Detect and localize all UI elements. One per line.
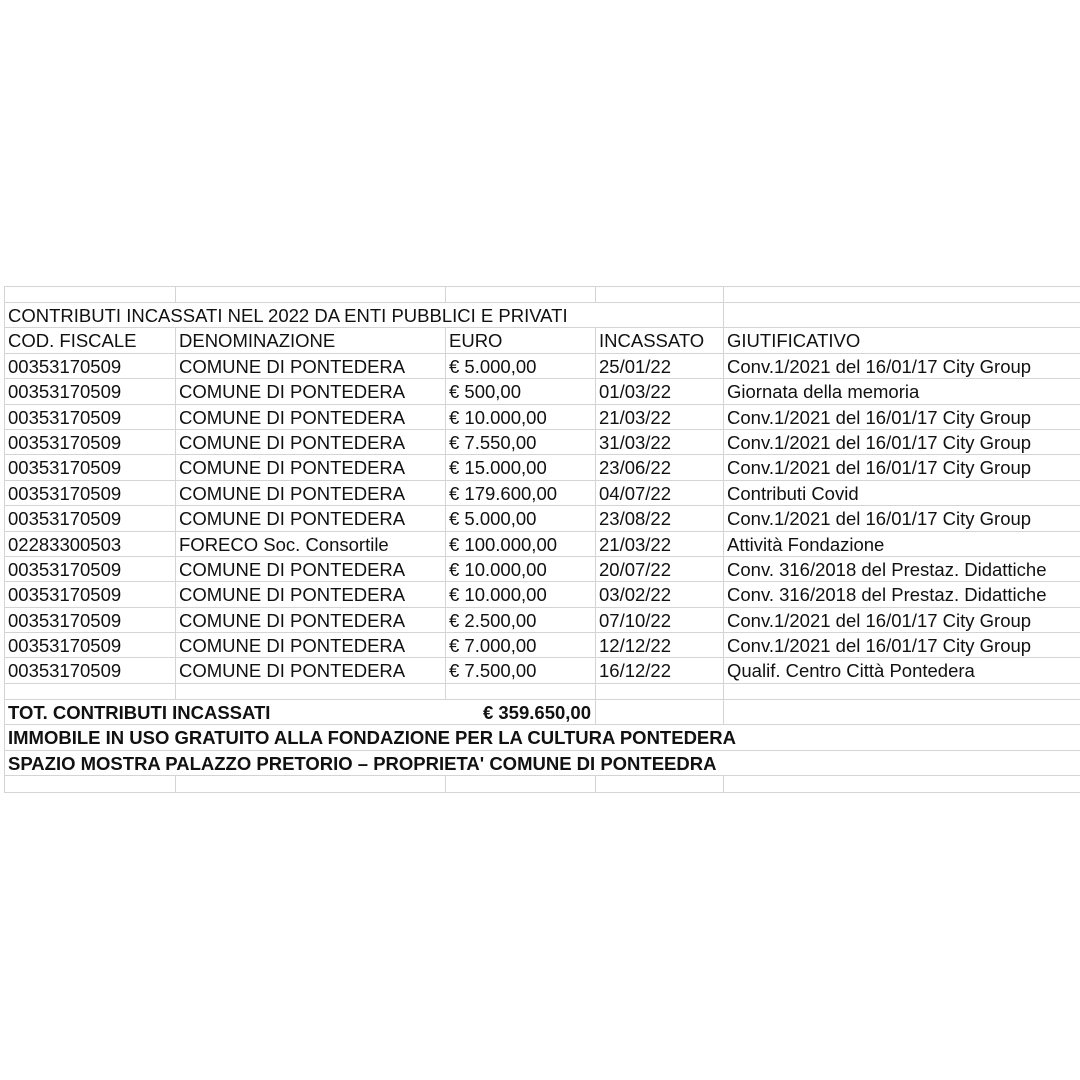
incassato-cell: 23/06/22 xyxy=(595,455,723,479)
euro-cell: € 5.000,00 xyxy=(445,506,595,530)
column-header: COD. FISCALE xyxy=(4,328,175,352)
incassato-cell: 16/12/22 xyxy=(595,658,723,682)
euro-cell: € 500,00 xyxy=(445,379,595,403)
cod-fiscale-cell: 00353170509 xyxy=(4,582,175,606)
euro-cell: € 2.500,00 xyxy=(445,608,595,632)
denominazione-cell: COMUNE DI PONTEDERA xyxy=(175,405,445,429)
table-row xyxy=(4,454,1080,479)
cod-fiscale-cell: 00353170509 xyxy=(4,557,175,581)
incassato-cell: 12/12/22 xyxy=(595,633,723,657)
denominazione-cell: COMUNE DI PONTEDERA xyxy=(175,430,445,454)
giustificativo-cell: Qualif. Centro Città Pontedera xyxy=(723,658,1080,682)
giustificativo-cell: Attività Fondazione xyxy=(723,532,1080,556)
denominazione-cell: COMUNE DI PONTEDERA xyxy=(175,633,445,657)
note-text: SPAZIO MOSTRA PALAZZO PRETORIO – PROPRIETA' COMUNE DI PONTEEDRA xyxy=(4,751,1080,775)
table-row xyxy=(4,581,1080,606)
incassato-cell: 01/03/22 xyxy=(595,379,723,403)
euro-cell: € 10.000,00 xyxy=(445,557,595,581)
denominazione-cell: COMUNE DI PONTEDERA xyxy=(175,506,445,530)
column-header: DENOMINAZIONE xyxy=(175,328,445,352)
cod-fiscale-cell: 00353170509 xyxy=(4,608,175,632)
empty-row xyxy=(4,286,1080,302)
denominazione-cell: COMUNE DI PONTEDERA xyxy=(175,481,445,505)
table-row xyxy=(4,607,1080,632)
giustificativo-cell: Conv.1/2021 del 16/01/17 City Group xyxy=(723,506,1080,530)
euro-cell: € 7.500,00 xyxy=(445,658,595,682)
cod-fiscale-cell: 00353170509 xyxy=(4,481,175,505)
incassato-cell: 04/07/22 xyxy=(595,481,723,505)
incassato-cell: 21/03/22 xyxy=(595,405,723,429)
total-label: TOT. CONTRIBUTI INCASSATI xyxy=(4,700,445,724)
incassato-cell: 07/10/22 xyxy=(595,608,723,632)
incassato-cell: 25/01/22 xyxy=(595,354,723,378)
table-row xyxy=(4,556,1080,581)
incassato-cell: 31/03/22 xyxy=(595,430,723,454)
cod-fiscale-cell: 00353170509 xyxy=(4,379,175,403)
euro-cell: € 7.550,00 xyxy=(445,430,595,454)
euro-cell: € 15.000,00 xyxy=(445,455,595,479)
table-row xyxy=(4,353,1080,378)
denominazione-cell: COMUNE DI PONTEDERA xyxy=(175,455,445,479)
cod-fiscale-cell: 02283300503 xyxy=(4,532,175,556)
euro-cell: € 5.000,00 xyxy=(445,354,595,378)
denominazione-cell: COMUNE DI PONTEDERA xyxy=(175,608,445,632)
note-text: IMMOBILE IN USO GRATUITO ALLA FONDAZIONE PER LA CULTURA PONTEDERA xyxy=(4,725,1080,749)
denominazione-cell: COMUNE DI PONTEDERA xyxy=(175,379,445,403)
denominazione-cell: COMUNE DI PONTEDERA xyxy=(175,658,445,682)
incassato-cell: 21/03/22 xyxy=(595,532,723,556)
title-row xyxy=(4,302,1080,327)
total-row xyxy=(4,699,1080,724)
cod-fiscale-cell: 00353170509 xyxy=(4,658,175,682)
incassato-cell: 23/08/22 xyxy=(595,506,723,530)
column-header: EURO xyxy=(445,328,595,352)
table-row xyxy=(4,404,1080,429)
euro-cell: € 179.600,00 xyxy=(445,481,595,505)
cod-fiscale-cell: 00353170509 xyxy=(4,354,175,378)
table-row xyxy=(4,632,1080,657)
total-value: € 359.650,00 xyxy=(482,701,591,723)
incassato-cell: 03/02/22 xyxy=(595,582,723,606)
table-row xyxy=(4,531,1080,556)
cod-fiscale-cell: 00353170509 xyxy=(4,633,175,657)
denominazione-cell: COMUNE DI PONTEDERA xyxy=(175,354,445,378)
euro-cell: € 7.000,00 xyxy=(445,633,595,657)
denominazione-cell: COMUNE DI PONTEDERA xyxy=(175,582,445,606)
table-row xyxy=(4,429,1080,454)
header-row xyxy=(4,327,1080,352)
sheet-title: CONTRIBUTI INCASSATI NEL 2022 DA ENTI PUBBLICI E PRIVATI xyxy=(4,303,723,327)
euro-cell: € 10.000,00 xyxy=(445,405,595,429)
empty-row xyxy=(4,683,1080,699)
column-header: GIUTIFICATIVO xyxy=(723,328,1080,352)
denominazione-cell: FORECO Soc. Consortile xyxy=(175,532,445,556)
giustificativo-cell: Conv. 316/2018 del Prestaz. Didattiche xyxy=(723,582,1080,606)
cod-fiscale-cell: 00353170509 xyxy=(4,455,175,479)
cod-fiscale-cell: 00353170509 xyxy=(4,506,175,530)
table-row xyxy=(4,480,1080,505)
giustificativo-cell: Conv.1/2021 del 16/01/17 City Group xyxy=(723,430,1080,454)
giustificativo-cell: Contributi Covid xyxy=(723,481,1080,505)
cod-fiscale-cell: 00353170509 xyxy=(4,405,175,429)
euro-cell: € 10.000,00 xyxy=(445,582,595,606)
empty-row xyxy=(4,775,1080,793)
incassato-cell: 20/07/22 xyxy=(595,557,723,581)
giustificativo-cell: Conv.1/2021 del 16/01/17 City Group xyxy=(723,455,1080,479)
note-row xyxy=(4,750,1080,775)
giustificativo-cell: Conv.1/2021 del 16/01/17 City Group xyxy=(723,608,1080,632)
denominazione-cell: COMUNE DI PONTEDERA xyxy=(175,557,445,581)
euro-cell: € 100.000,00 xyxy=(445,532,595,556)
cod-fiscale-cell: 00353170509 xyxy=(4,430,175,454)
giustificativo-cell: Giornata della memoria xyxy=(723,379,1080,403)
giustificativo-cell: Conv.1/2021 del 16/01/17 City Group xyxy=(723,405,1080,429)
column-header: INCASSATO xyxy=(595,328,723,352)
note-row xyxy=(4,724,1080,749)
table-row xyxy=(4,657,1080,682)
table-row xyxy=(4,505,1080,530)
giustificativo-cell: Conv. 316/2018 del Prestaz. Didattiche xyxy=(723,557,1080,581)
giustificativo-cell: Conv.1/2021 del 16/01/17 City Group xyxy=(723,354,1080,378)
table-row xyxy=(4,378,1080,403)
spreadsheet xyxy=(4,286,1080,793)
giustificativo-cell: Conv.1/2021 del 16/01/17 City Group xyxy=(723,633,1080,657)
